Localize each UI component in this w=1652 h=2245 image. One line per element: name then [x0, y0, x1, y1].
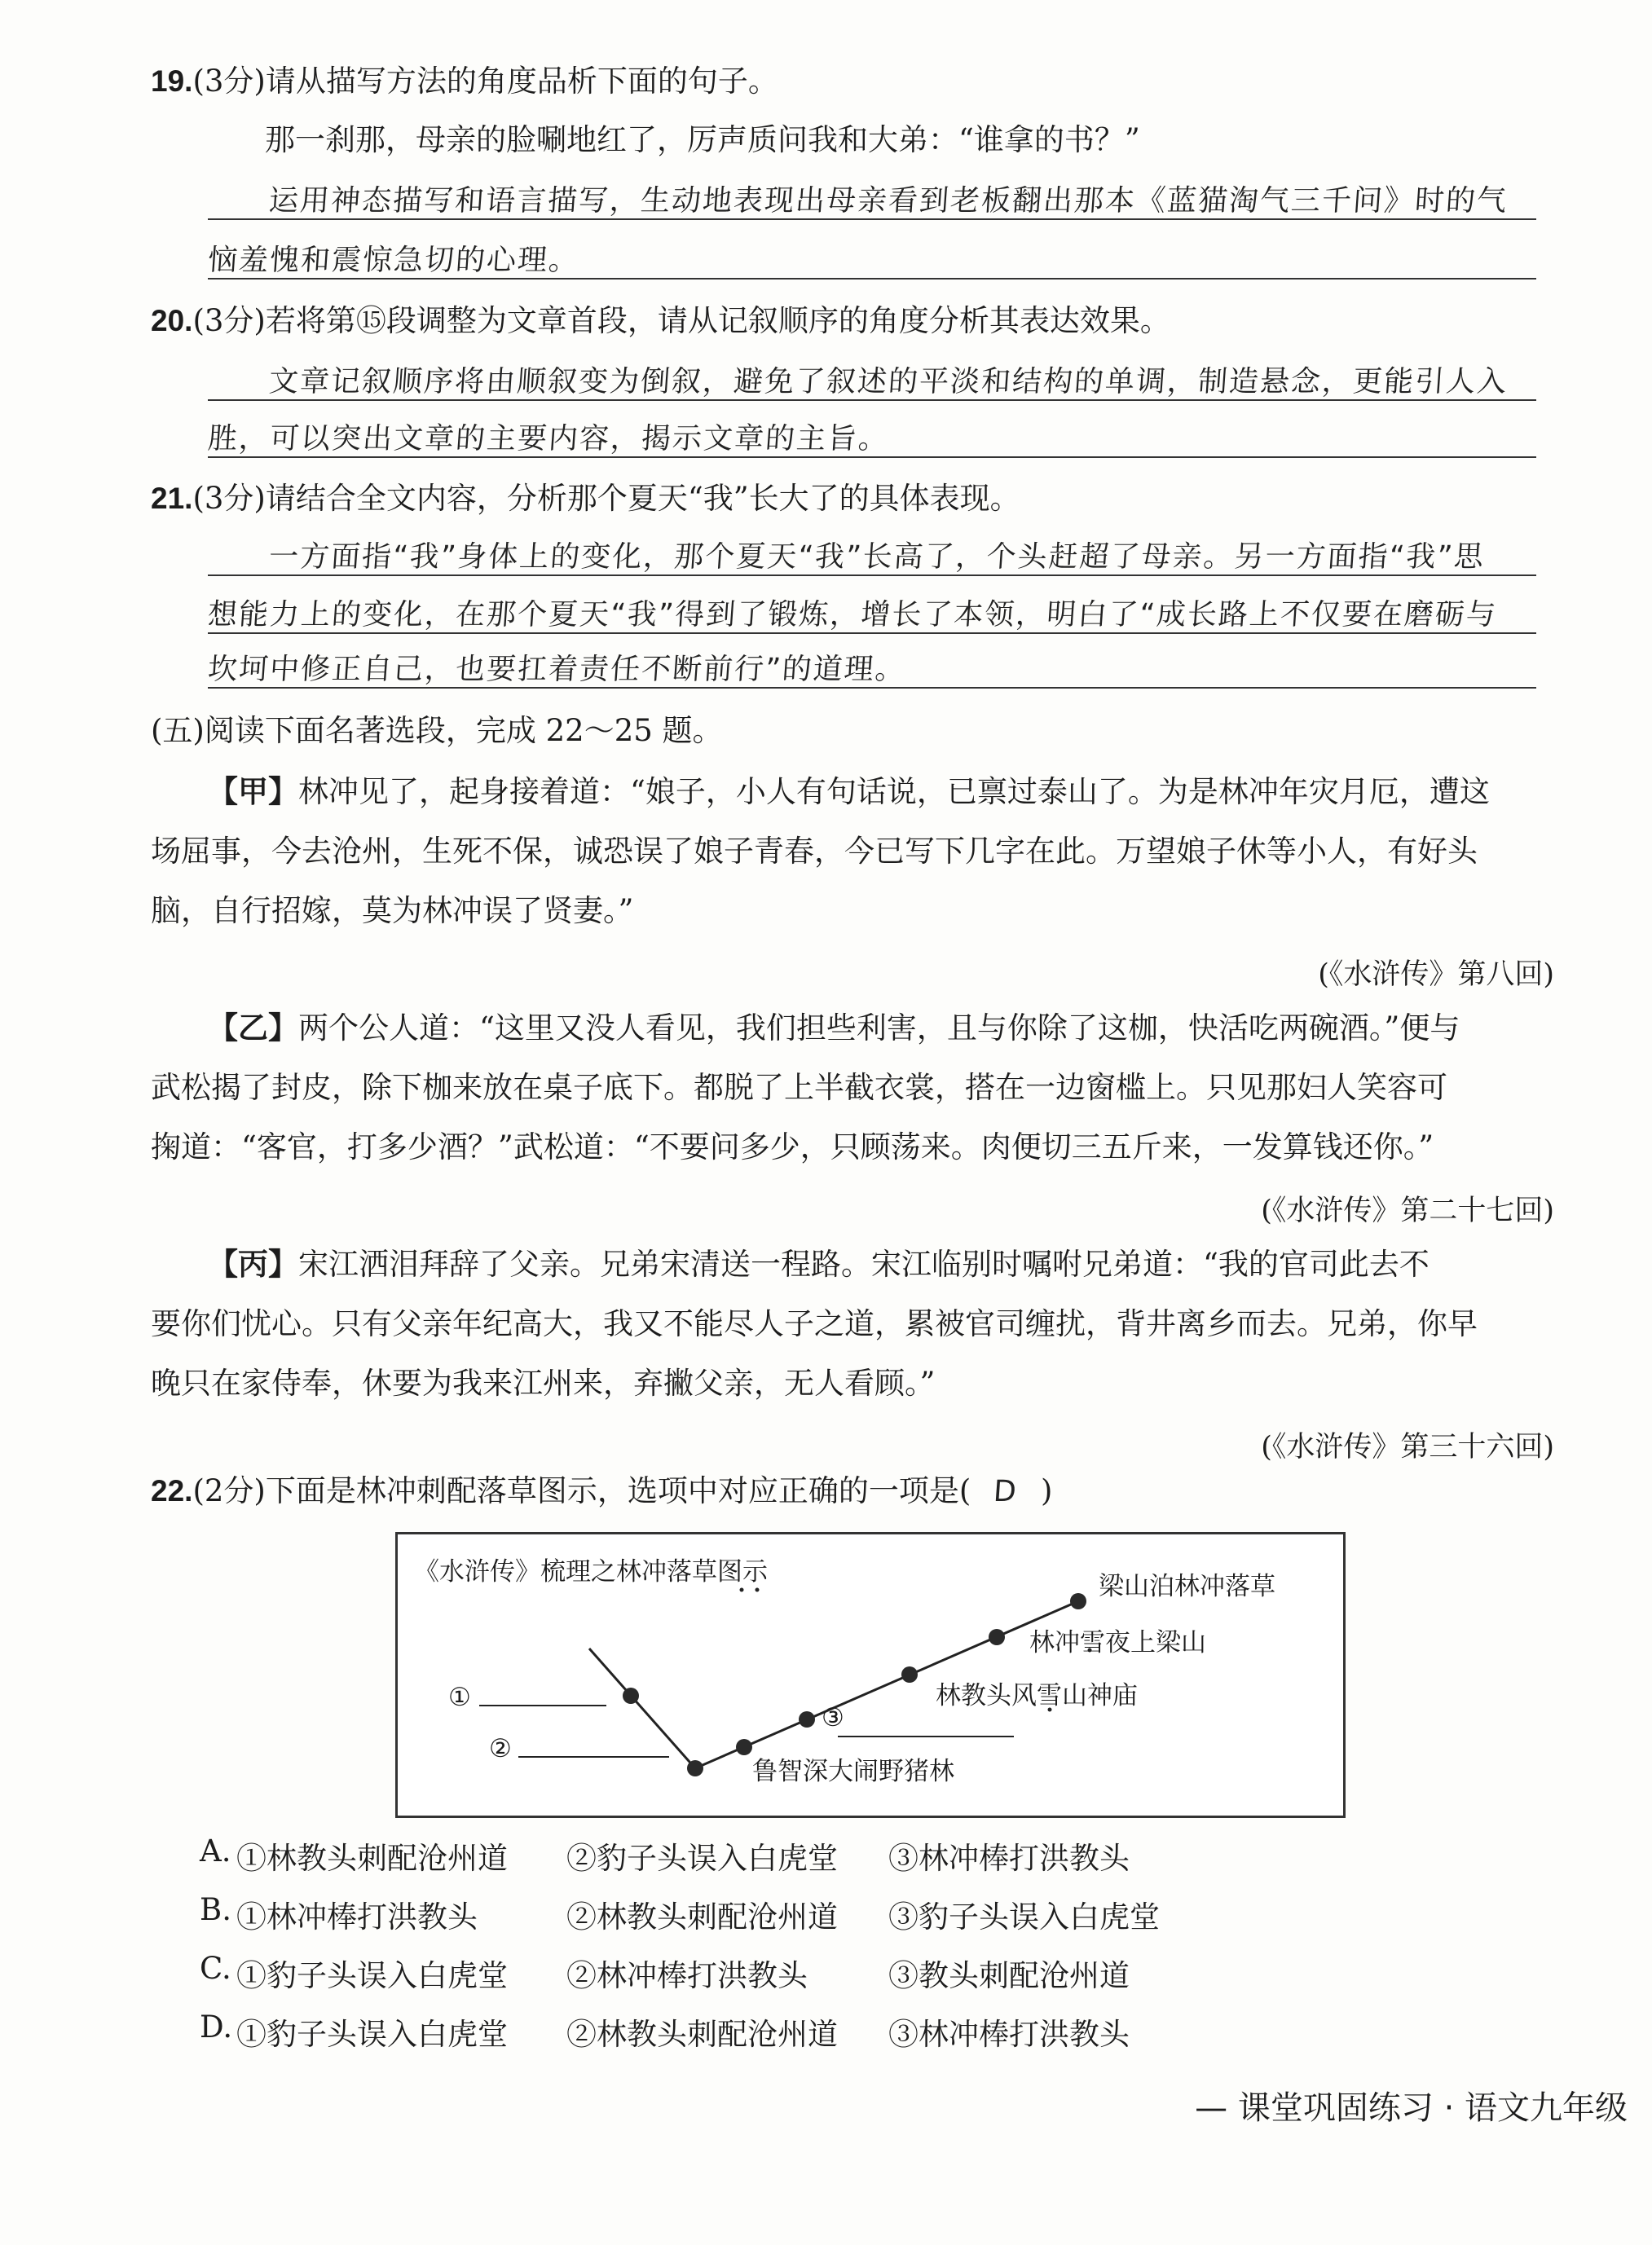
passage-yi-text: 两个公人道：“这里又没人看见，我们担些利害，且与你除了这枷，快活吃两碗酒。”便与 — [298, 1010, 1460, 1045]
q21-number: 21. — [151, 482, 193, 515]
passage-jia-tag: 【甲】 — [208, 775, 298, 808]
lin-chong-diagram — [395, 1532, 1346, 1818]
passage-jia-line-1 — [208, 774, 1490, 810]
diagram-descending-line — [589, 1649, 695, 1768]
passage-yi-source: (《水浒传》第二十七回) — [1261, 1195, 1554, 1227]
diagram-title: 《水浒传》梳理之林冲落草图示 — [414, 1557, 768, 1587]
q21-answer-line-1: 一方面指“我”身体上的变化，那个夏天“我”长高了，个头赶超了母亲。另一方面指“我”思 — [267, 540, 1487, 574]
diagram-node — [687, 1760, 703, 1776]
option-letter: C. — [200, 1951, 231, 1986]
q19-prompt-text: (3分)请从描写方法的角度品析下面的句子。 — [192, 64, 778, 99]
passage-bing-source: (《水浒传》第三十六回) — [1261, 1431, 1554, 1464]
diagram-node — [623, 1688, 639, 1704]
option-item-3: ③教头刺配沧州道 — [888, 1958, 1130, 1993]
passage-bing-line-2: 要你们忧心。只有父亲年纪高大，我又不能尽人子之道，累被官司缠扰，背井离乡而去。兄弟，你早 — [151, 1306, 1478, 1341]
passage-yi-line-1 — [208, 1010, 1460, 1046]
q22-answer: D — [992, 1475, 1020, 1508]
diagram-node — [736, 1739, 752, 1755]
option-letter: B. — [200, 1892, 231, 1927]
q19-quote: 那一刹那，母亲的脸唰地红了，厉声质问我和大弟：“谁拿的书？” — [265, 122, 1140, 157]
q22-prompt-text: (2分)下面是林冲刺配落草图示，选项中对应正确的一项是( — [192, 1473, 971, 1508]
option-item-2: ②豹子头误入白虎堂 — [566, 1841, 838, 1876]
diagram-node — [1070, 1593, 1086, 1609]
option-item-1: ①豹子头误入白虎堂 — [236, 2017, 508, 2052]
option-letter: A. — [200, 1833, 231, 1869]
passage-bing-line-3: 晚只在家侍奉，休要为我来江州来，弃撇父亲，无人看顾。” — [151, 1366, 936, 1401]
passage-bing-text: 宋江洒泪拜辞了父亲。兄弟宋清送一程路。宋江临别时嘱咐兄弟道：“我的官司此去不 — [298, 1247, 1430, 1282]
option-a[interactable] — [200, 1833, 1130, 1876]
q21-prompt-text: (3分)请结合全文内容，分析那个夏天“我”长大了的具体表现。 — [192, 481, 1020, 516]
q19-number: 19. — [151, 64, 193, 98]
answer-rule — [208, 574, 1536, 576]
answer-rule — [208, 456, 1536, 458]
q20-number: 20. — [151, 304, 193, 337]
q19-prompt — [151, 64, 778, 99]
passage-bing-tag: 【丙】 — [208, 1248, 298, 1281]
q21-answer-line-3: 坎坷中修正自己，也要扛着责任不断前行”的道理。 — [206, 653, 908, 686]
emphasis-dot — [740, 1588, 744, 1592]
node-ludishen: 鲁智深大闹野猪林 — [752, 1757, 954, 1786]
passage-jia-line-3: 脑，自行招嫁，莫为林冲误了贤妻。” — [151, 893, 634, 928]
q19-answer-line-1: 运用神态描写和语言描写，生动地表现出母亲看到老板翻出那本《蓝猫淘气三千问》时的气 — [267, 184, 1509, 218]
passage-bing-line-1 — [208, 1247, 1430, 1283]
emphasis-dot — [756, 1588, 760, 1592]
q21-answer-line-2: 想能力上的变化，在那个夏天“我”得到了锻炼，增长了本领，明白了“成长路上不仅要在磨砺与 — [206, 598, 1499, 632]
diagram-node — [989, 1629, 1005, 1645]
answer-rule — [208, 399, 1536, 401]
passage-jia-line-2: 场屈事，今去沧州，生死不保，诚恐误了娘子青春，今已写下几字在此。万望娘子休等小人，有好头 — [151, 834, 1478, 869]
passage-yi-tag: 【乙】 — [208, 1011, 298, 1045]
q22-prompt — [151, 1473, 1052, 1509]
q22-prompt-close: ) — [1041, 1473, 1053, 1508]
passage-yi-line-3: 掬道：“客官，打多少酒？”武松道：“不要问多少，只顾荡来。肉便切三五斤来，一发算钱还你。” — [151, 1129, 1434, 1164]
passage-jia-text: 林冲见了，起身接着道：“娘子，小人有句话说，已禀过泰山了。为是林冲年灾月厄，遭这 — [298, 774, 1490, 809]
blank-2-marker: ② — [489, 1734, 512, 1763]
option-item-1: ①林教头刺配沧州道 — [236, 1841, 508, 1876]
q20-prompt — [151, 303, 1170, 339]
diagram-node — [799, 1711, 815, 1728]
blank-1-marker: ① — [448, 1683, 471, 1712]
node-shanshenmiao: 林教头风雪山神庙 — [936, 1681, 1138, 1710]
answer-rule — [208, 218, 1536, 220]
option-item-3: ③豹子头误入白虎堂 — [888, 1899, 1160, 1935]
q19-answer-line-2: 恼羞愧和震惊急切的心理。 — [206, 244, 581, 277]
diagram-node — [901, 1666, 918, 1683]
answer-rule — [208, 632, 1536, 634]
q20-prompt-text: (3分)若将第⑮段调整为文章首段，请从记叙顺序的角度分析其表达效果。 — [192, 303, 1170, 338]
page-footer: — 课堂巩固练习 · 语文九年级 — [1195, 2089, 1628, 2127]
q20-answer-line-1: 文章记叙顺序将由顺叙变为倒叙，避免了叙述的平淡和结构的单调，制造悬念，更能引人入 — [267, 365, 1509, 398]
passage-jia-source: (《水浒传》第八回) — [1318, 958, 1554, 991]
passage-yi-line-2: 武松揭了封皮，除下枷来放在桌子底下。都脱了上半截衣裳，搭在一边窗槛上。只见那妇人笑容可 — [151, 1070, 1447, 1105]
option-item-2: ②林教头刺配沧州道 — [566, 1899, 838, 1935]
section5-heading: (五)阅读下面名著选段，完成 22～25 题。 — [151, 713, 723, 748]
option-item-2: ②林冲棒打洪教头 — [566, 1958, 808, 1993]
q21-prompt — [151, 481, 1020, 517]
option-item-2: ②林教头刺配沧州道 — [566, 2017, 838, 2052]
answer-rule — [208, 278, 1536, 280]
option-d[interactable] — [200, 2009, 1130, 2052]
q22-number: 22. — [151, 1474, 193, 1508]
answer-rule — [208, 687, 1536, 689]
option-item-1: ①豹子头误入白虎堂 — [236, 1958, 508, 1993]
option-b[interactable] — [200, 1892, 1160, 1935]
node-shangliangshan: 林冲雪夜上梁山 — [1029, 1628, 1206, 1657]
option-item-3: ③林冲棒打洪教头 — [888, 1841, 1130, 1876]
option-item-1: ①林冲棒打洪教头 — [236, 1899, 478, 1935]
option-item-3: ③林冲棒打洪教头 — [888, 2017, 1130, 2052]
blank-3-marker: ③ — [822, 1703, 844, 1732]
node-luocao: 梁山泊林冲落草 — [1099, 1572, 1275, 1601]
q20-answer-line-2: 胜，可以突出文章的主要内容，揭示文章的主旨。 — [206, 422, 891, 456]
option-c[interactable] — [200, 1951, 1130, 1993]
option-letter: D. — [200, 2009, 233, 2045]
